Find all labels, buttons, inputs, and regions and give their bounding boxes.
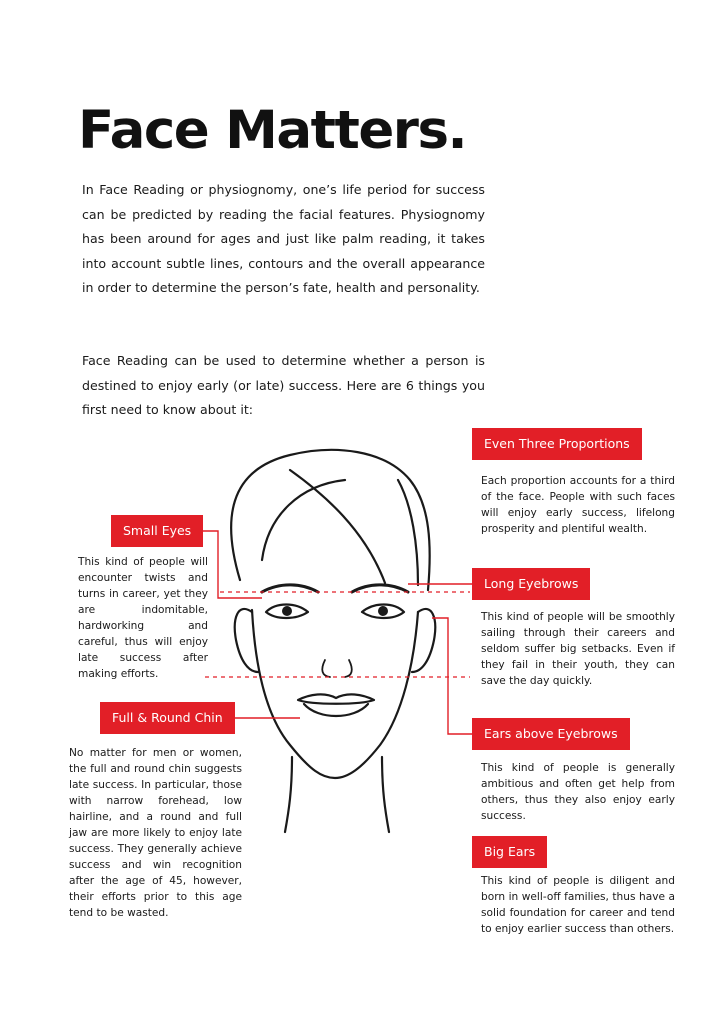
big-ears-description: This kind of people is diligent and born in well-off families, thus have a solid foundation for career and tend to enjoy earlier success than others.	[481, 875, 675, 935]
even-three-proportions-tag: Even Three Proportions	[472, 428, 642, 460]
right-pupil	[378, 606, 388, 616]
ears-above-eyebrows-description: This kind of people is generally ambitious and often get help from others, thus they also enjoy early success.	[481, 762, 675, 822]
long-eyebrows-description: This kind of people will be smoothly sailing through their careers and seldom suffer big setbacks. Even if they fail in their youth, they can save the day quickly.	[481, 611, 675, 687]
right-eyebrow	[352, 585, 408, 592]
small-eyes-tag: Small Eyes	[111, 515, 203, 547]
lower-lip	[304, 704, 368, 716]
face-contour	[252, 610, 418, 778]
hair-strand	[290, 470, 385, 583]
hair-outline	[231, 450, 430, 590]
long-eyebrows-tag: Long Eyebrows	[472, 568, 590, 600]
big-ears-tag: Big Ears	[472, 836, 547, 868]
upper-lip	[298, 694, 374, 703]
neck	[382, 757, 389, 832]
full-round-chin-description: No matter for men or women, the full and round chin suggests late success. In particular, those with narrow forehead, low hairline, and a round and full jaw are more likely to enjoy late success. They generally achieve success and win recognition after the age of 45, however, their efforts prior to this age tend to be wasted.	[69, 747, 242, 919]
hair-strand	[262, 480, 345, 560]
even-three-proportions-description: Each proportion accounts for a third of the face. People with such faces will enjoy early success, lifelong prosperity and plentiful wealth.	[481, 475, 675, 535]
ears-above-eyebrows-tag: Ears above Eyebrows	[472, 718, 630, 750]
left-pupil	[282, 606, 292, 616]
small-eyes-description: This kind of people will encounter twists and turns in career, yet they are indomitable, hardworking and careful, thus will enjoy late success after making efforts.	[78, 556, 208, 680]
left-eyebrow	[262, 585, 318, 592]
ears-connector	[432, 618, 472, 734]
intro-paragraph-2: Face Reading can be used to determine whether a person is destined to enjoy early (or late) success. Here are 6 things you first need to know about it:	[82, 353, 485, 417]
nose	[322, 660, 352, 677]
hair-strand	[398, 480, 418, 585]
intro-paragraph-1: In Face Reading or physiognomy, one’s life period for success can be predicted by reading the facial features. Physiognomy has been around for ages and just like palm reading, it takes into account subtle lines, contours and the overall appearance in order to determine the person’s fate, health and personality.	[82, 182, 485, 295]
page-title: Face Matters.	[78, 100, 467, 161]
full-round-chin-tag: Full & Round Chin	[100, 702, 235, 734]
neck	[285, 757, 292, 832]
